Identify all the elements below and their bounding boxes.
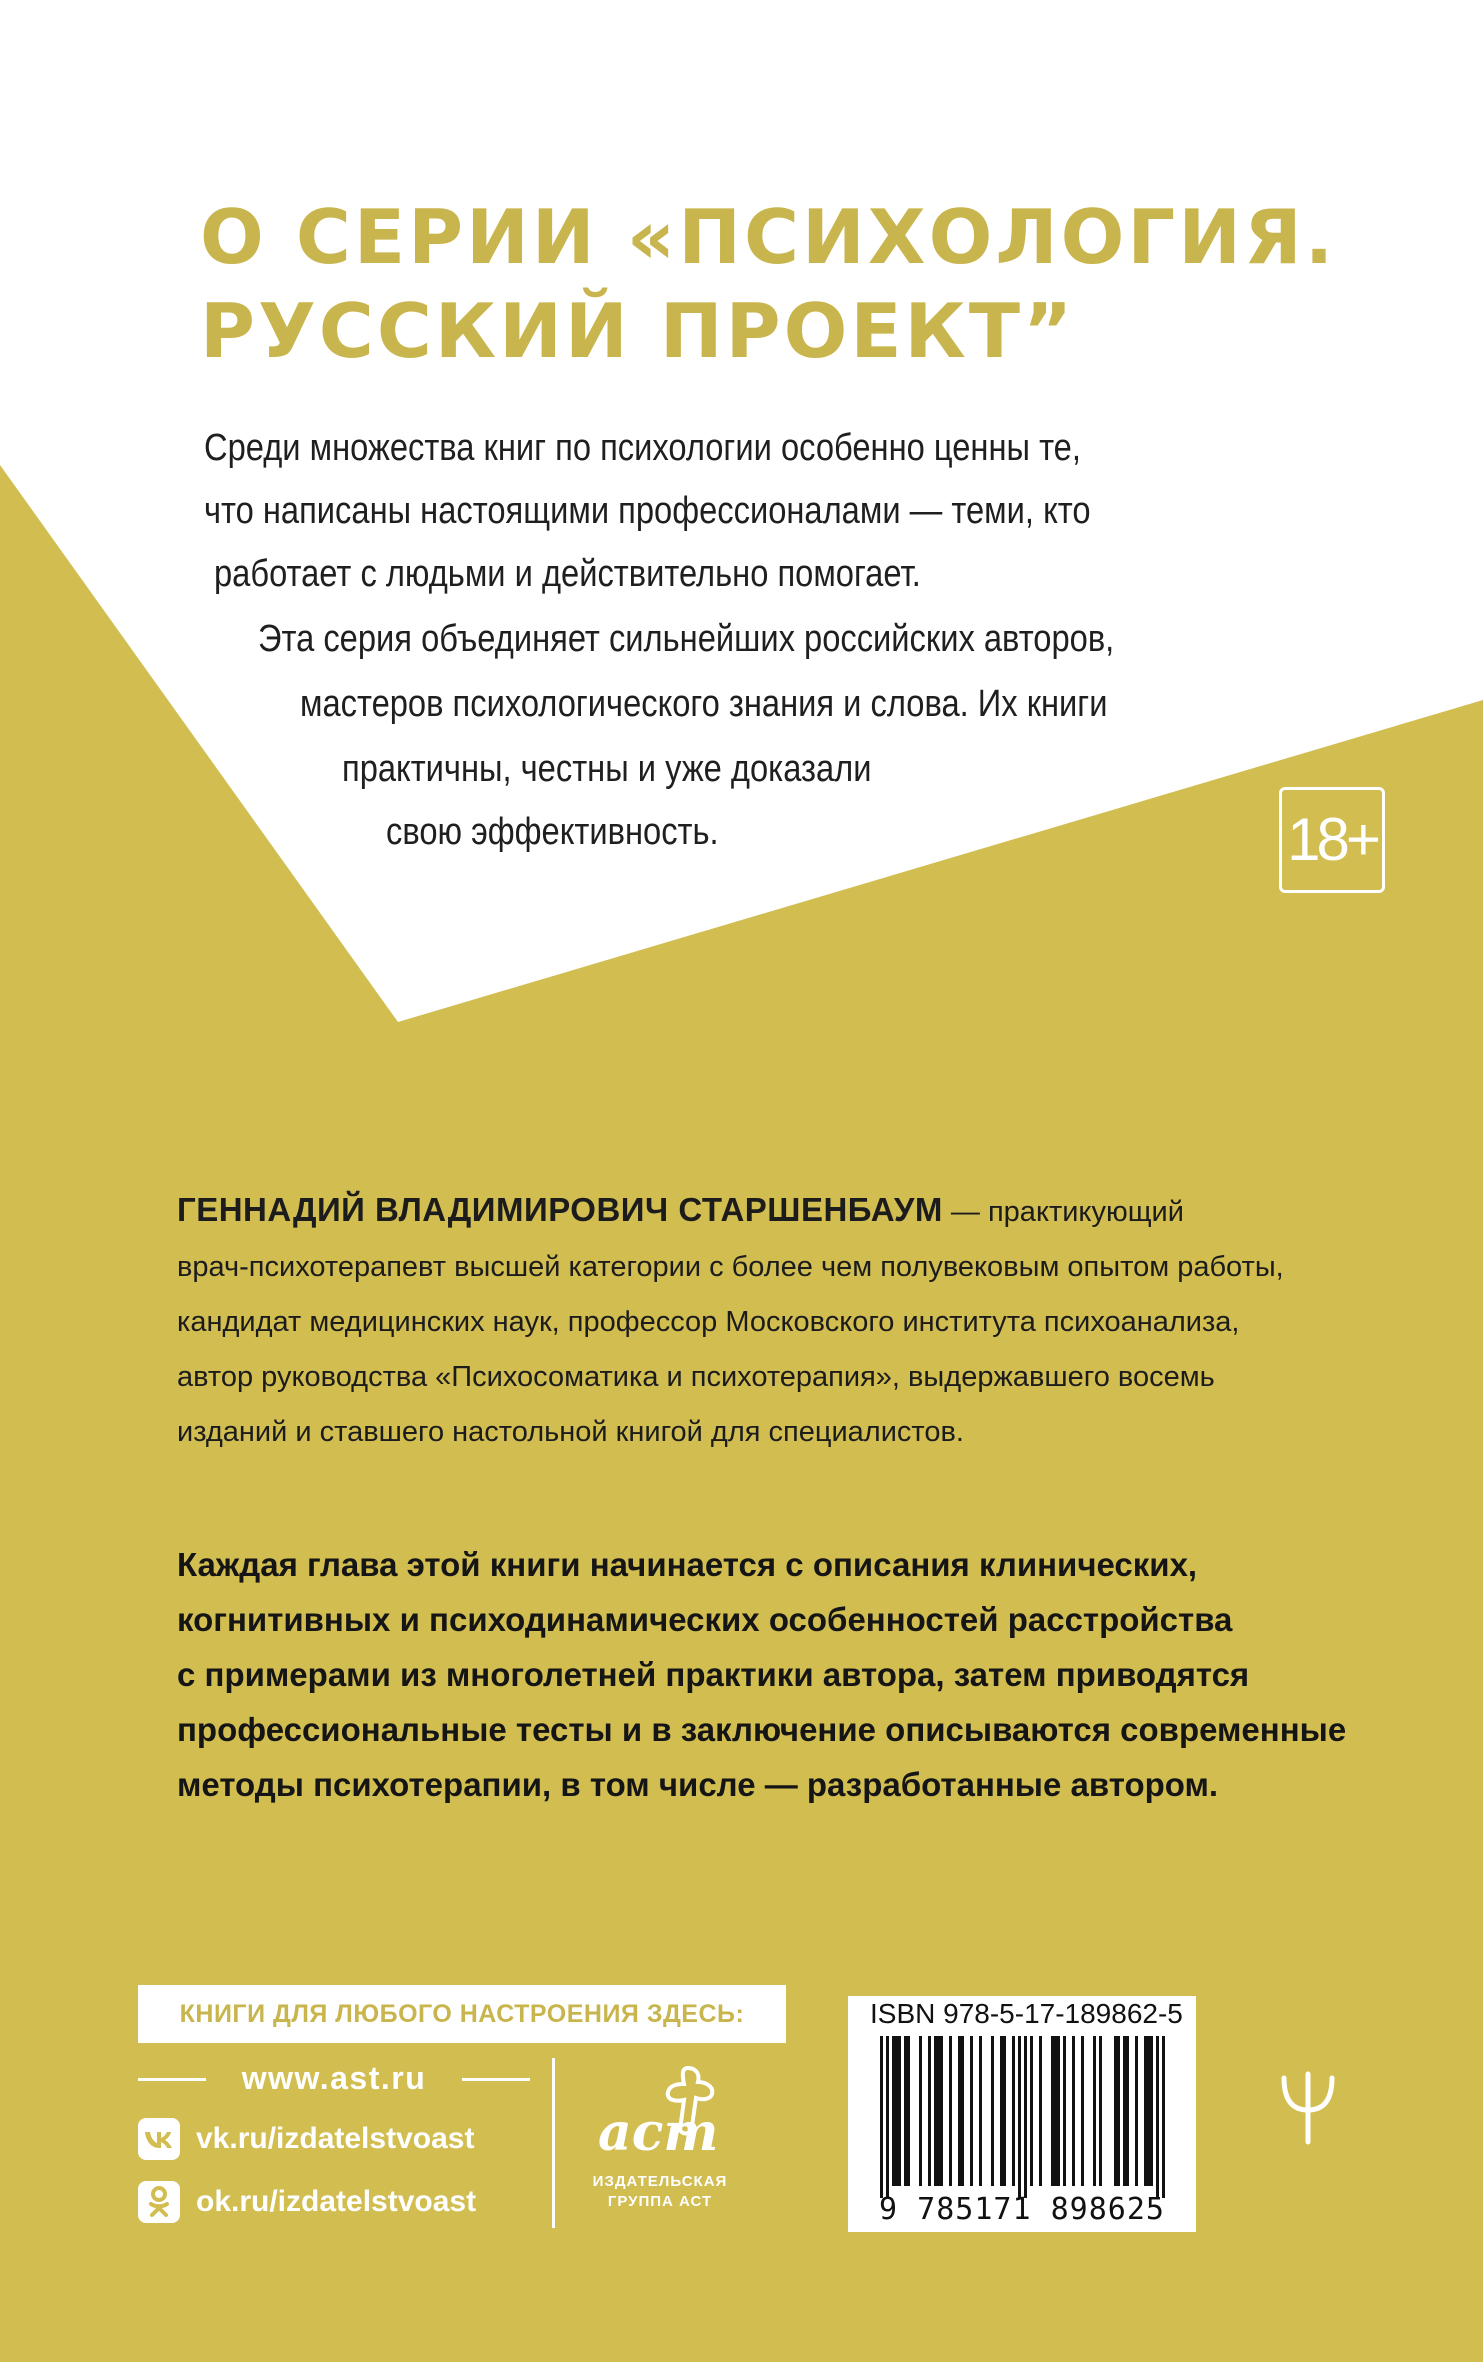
vk-link[interactable] (138, 2116, 538, 2162)
barcode-bar (1093, 2036, 1096, 2186)
barcode-bar (928, 2036, 931, 2186)
barcode-bar (979, 2036, 982, 2186)
barcode-bar (907, 2036, 910, 2186)
barcode-bar (1135, 2036, 1138, 2186)
barcode-bar (1114, 2036, 1117, 2186)
vk-icon (138, 2118, 180, 2160)
author-bio-lead: — практикующий (950, 1196, 1184, 1228)
barcode-bar (1039, 2036, 1042, 2186)
series-title-line-1: О СЕРИИ «ПСИХОЛОГИЯ. (200, 193, 1337, 281)
psi-icon (1278, 2068, 1338, 2148)
barcode-bar (1117, 2036, 1120, 2186)
barcode-bar (958, 2036, 961, 2186)
barcode-bar (904, 2036, 907, 2186)
barcode-digits: 9 785171 898625 (879, 2192, 1165, 2227)
intro-line-1: Среди множества книг по психологии особенно ценны те, (204, 427, 1081, 469)
book-description (177, 1537, 1397, 1812)
book-description-line-4: профессиональные тесты и в заключение описываются современные (177, 1711, 1347, 1748)
barcode-bar (991, 2036, 994, 2186)
intro-line-5: мастеров психологического знания и слова. Их книги (300, 683, 1108, 725)
barcode-bar (898, 2036, 901, 2186)
intro-line-2: что написаны настоящими профессионалами — теми, кто (204, 490, 1091, 532)
book-description-line-5: методы психотерапии, в том числе — разработанные автором. (177, 1766, 1219, 1803)
ok-link[interactable] (138, 2179, 538, 2225)
barcode-bar (1123, 2036, 1126, 2186)
barcode-bar (970, 2036, 973, 2186)
author-bio-line-5: изданий и ставшего настольной книгой для специалистов. (177, 1416, 964, 1448)
intro-line-7: свою эффективность. (386, 811, 719, 853)
author-bio-line-3: кандидат медицинских наук, профессор Московского института психоанализа, (177, 1306, 1240, 1338)
publisher-caption-line-2: ГРУППА АСТ (607, 2193, 713, 2210)
website-rule-right (462, 2078, 530, 2081)
barcode-bar (1081, 2036, 1084, 2186)
publisher-caption-line-1: ИЗДАТЕЛЬСКАЯ (592, 2173, 728, 2190)
barcode-bar (1072, 2036, 1075, 2186)
isbn-barcode (848, 1996, 1196, 2232)
intro-line-4: Эта серия объединяет сильнейших российских авторов, (258, 618, 1115, 660)
ok-link-text[interactable]: ok.ru/izdatelstvoast (196, 2185, 477, 2218)
barcode-bar (1057, 2036, 1060, 2186)
author-bio-line-2: врач-психотерапевт высшей категории с более чем полувековым опытом работы, (177, 1251, 1284, 1283)
intro-line-3: работает с людьми и действительно помогает. (214, 553, 921, 595)
barcode-bar (961, 2036, 964, 2186)
barcode-bar (1144, 2036, 1147, 2186)
vk-link-text[interactable]: vk.ru/izdatelstvoast (196, 2122, 475, 2155)
series-title (200, 190, 1337, 378)
isbn-label: ISBN 978-5-17-189862-5 (870, 1998, 1183, 2029)
intro-line-6: практичны, честны и уже доказали (342, 748, 872, 790)
book-description-line-2: когнитивных и психодинамических особенностей расстройства (177, 1601, 1233, 1638)
author-bio-line-1 (177, 1182, 1377, 1240)
ast-logo-text: аст (598, 2102, 719, 2163)
barcode-bar (1018, 2036, 1021, 2198)
author-name: ГЕННАДИЙ ВЛАДИМИРОВИЧ СТАРШЕНБАУМ (177, 1191, 943, 1228)
barcode-bar (949, 2036, 952, 2186)
barcode-bar (1030, 2036, 1033, 2186)
barcode-bar (895, 2036, 898, 2186)
website-link[interactable]: www.ast.ru (241, 2060, 427, 2096)
barcode-bar (919, 2036, 922, 2186)
barcode-bar (880, 2036, 883, 2198)
barcode-bar (1162, 2036, 1165, 2198)
promo-divider (552, 2058, 555, 2228)
barcode-bar (1147, 2036, 1150, 2186)
website-row (138, 2058, 530, 2098)
barcode-bar (1003, 2036, 1006, 2186)
barcode-bar (1126, 2036, 1129, 2186)
barcode-bar (934, 2036, 937, 2186)
series-title-line-2: РУССКИЙ ПРОЕКТ” (200, 287, 1076, 375)
barcode-bar (1063, 2036, 1066, 2186)
barcode-bar (886, 2036, 889, 2198)
barcode-bar (940, 2036, 943, 2186)
barcode-bar (1012, 2036, 1015, 2186)
barcode-bar (892, 2036, 895, 2186)
barcode-bar (1000, 2036, 1003, 2186)
barcode-bar (1051, 2036, 1054, 2186)
publisher-logo (580, 2060, 740, 2230)
author-bio-line-4: автор руководства «Психосоматика и психотерапия», выдержавшего восемь (177, 1361, 1215, 1393)
book-description-line-1: Каждая глава этой книги начинается с описания клинических, (177, 1546, 1198, 1583)
barcode-bar (1024, 2036, 1027, 2198)
barcode-bar (1156, 2036, 1159, 2198)
odnoklassniki-icon (138, 2181, 180, 2223)
barcode-bar (937, 2036, 940, 2186)
barcode-bar (1054, 2036, 1057, 2186)
barcode-bar (1150, 2036, 1153, 2186)
book-description-line-3: с примерами из многолетней практики автора, затем приводятся (177, 1656, 1250, 1693)
ast-logo-icon (580, 2060, 740, 2170)
age-rating-badge: 18+ (1279, 787, 1385, 893)
barcode-bar (1099, 2036, 1102, 2186)
author-bio (177, 1182, 1377, 1460)
promo-banner: КНИГИ ДЛЯ ЛЮБОГО НАСТРОЕНИЯ ЗДЕСЬ: (138, 1985, 786, 2043)
